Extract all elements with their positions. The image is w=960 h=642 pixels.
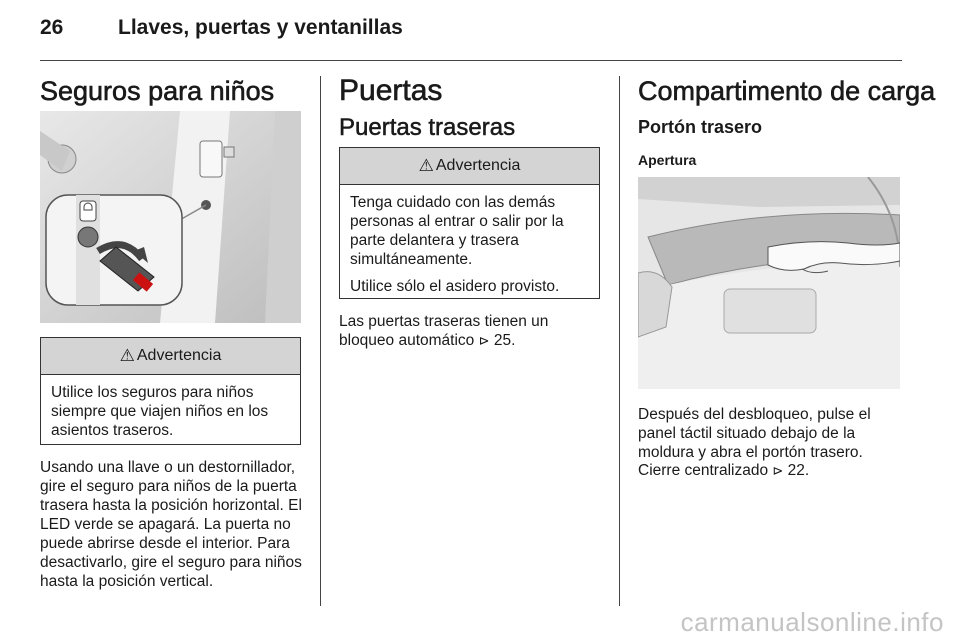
warning-header xyxy=(340,148,599,185)
rear-doors-body-text xyxy=(339,312,601,350)
warning-text-2: Utilice sólo el asidero provisto. xyxy=(350,278,560,295)
reference-text: Cierre centralizado xyxy=(638,462,769,479)
header-divider xyxy=(40,60,902,61)
section-heading-cargo: Compartimento de carga xyxy=(638,76,936,106)
warning-box-rear-doors xyxy=(339,147,600,299)
column-divider-2 xyxy=(619,76,620,606)
chapter-title: Llaves, puertas y ventanillas xyxy=(118,16,403,39)
page-reference-arrow-icon: ⊳ xyxy=(772,463,784,478)
page-number: 26 xyxy=(40,16,64,39)
section-heading-child-locks: Seguros para niños xyxy=(40,76,275,106)
central-locking-reference xyxy=(638,461,900,480)
subsection-heading-rear-doors: Puertas traseras xyxy=(339,114,516,141)
rear-doors-text: Las puertas traseras tienen un bloqueo automático xyxy=(339,313,549,349)
child-lock-body-text: Usando una llave o un destornillador, gire el seguro para niños de la puerta trasera hasta la posición horizontal. El LED verde se apagará. La puerta no puede abrirse desde el interior. Para desactivarlo, gire el seguro para niños hasta la posición vertical. xyxy=(40,459,302,590)
page-reference-arrow-icon: ⊳ xyxy=(478,333,490,348)
child-lock-illustration xyxy=(40,111,301,323)
warning-text: Utilice los seguros para niños siempre que viajen niños en los asientos traseros. xyxy=(51,384,269,439)
page-reference-link[interactable]: 22. xyxy=(787,462,810,479)
warning-title: Advertencia xyxy=(435,157,521,174)
section-heading-doors: Puertas xyxy=(339,74,443,107)
column-divider-1 xyxy=(320,76,321,606)
warning-triangle-icon: ⚠ xyxy=(418,156,434,175)
page-reference-link[interactable]: 25. xyxy=(493,332,516,349)
subsection-heading-tailgate: Portón trasero xyxy=(638,117,763,137)
tailgate-illustration xyxy=(638,177,900,389)
warning-box-child-locks xyxy=(40,337,301,445)
watermark: carmanualsonline.info xyxy=(680,607,944,637)
warning-title: Advertencia xyxy=(136,347,222,364)
warning-text: Tenga cuidado con las demás personas al entrar o salir por la parte delantera y trasera simultáneamente. xyxy=(350,194,564,268)
warning-header xyxy=(41,338,300,375)
tailgate-body-text: Después del desbloqueo, pulse el panel táctil situado debajo de la moldura y abra el portón trasero. xyxy=(638,406,871,461)
warning-triangle-icon: ⚠ xyxy=(119,346,135,365)
subsubsection-heading-opening: Apertura xyxy=(638,152,697,168)
